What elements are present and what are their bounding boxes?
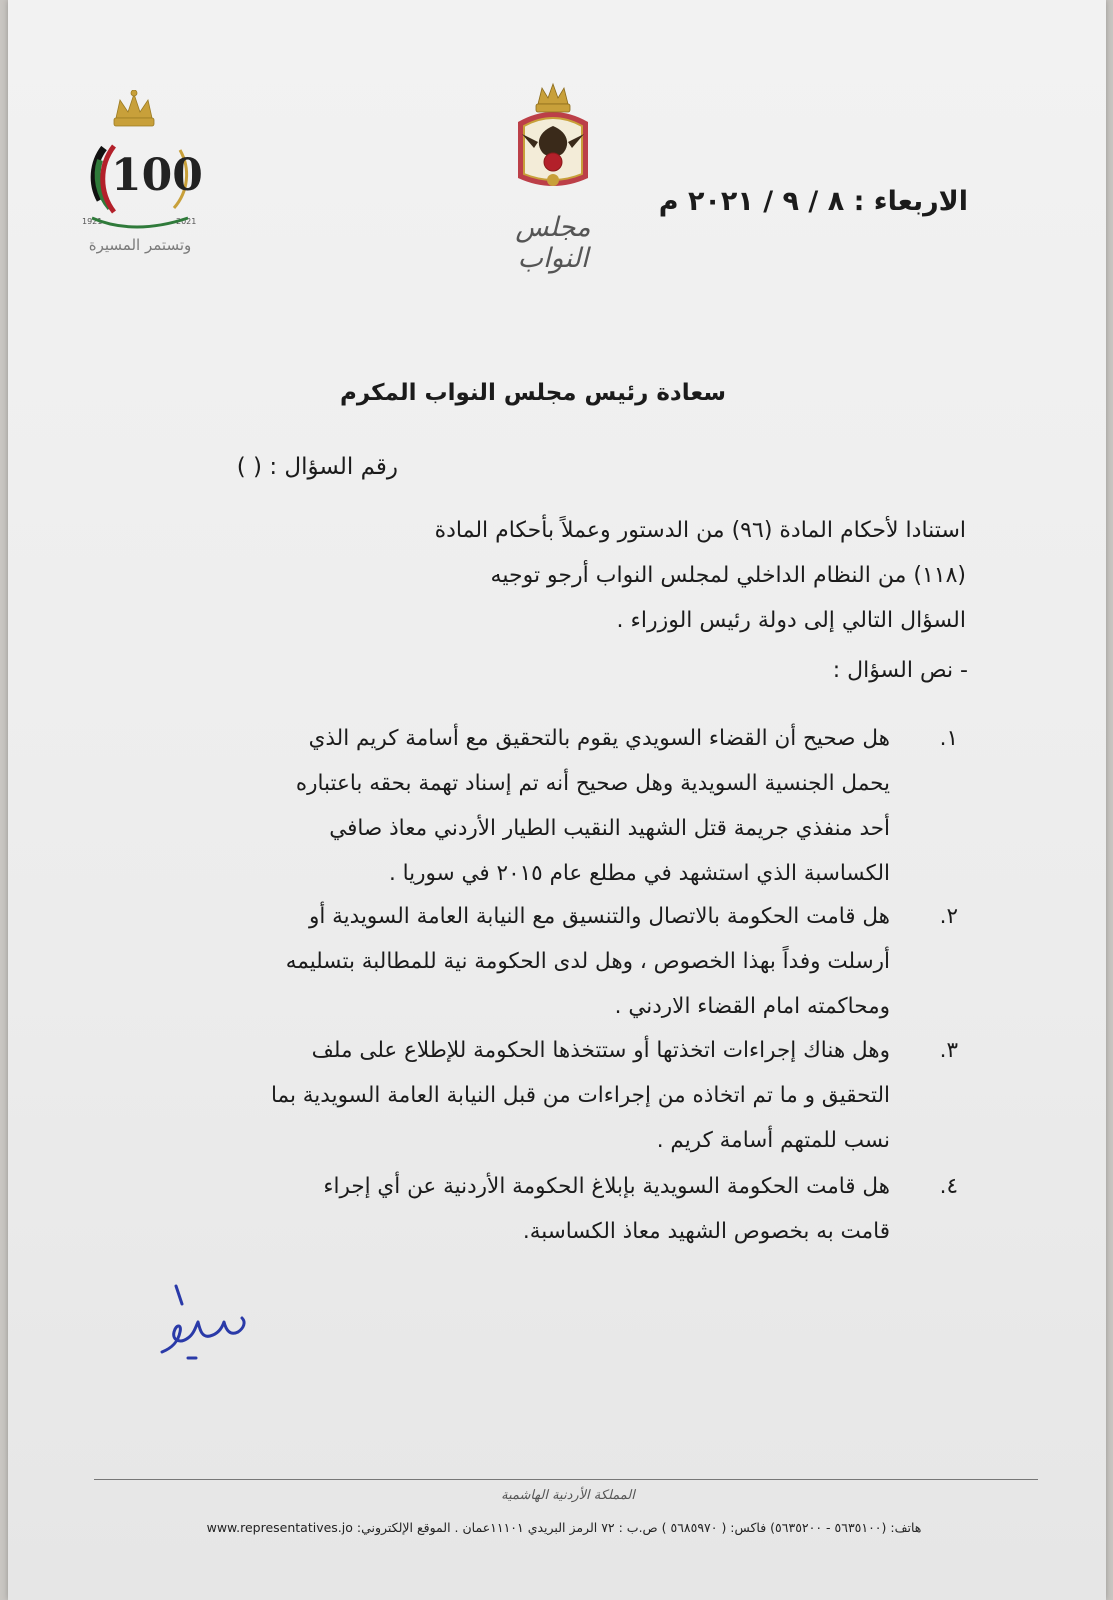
footer-divider: [94, 1479, 1038, 1480]
question-item: [158, 1028, 958, 1163]
question-number-label: رقم السؤال : ( ): [236, 454, 398, 480]
intro-line: استنادا لأحكام المادة (٩٦) من الدستور وعملاً بأحكام المادة: [434, 518, 966, 543]
centennial-year-start: 1921: [82, 217, 103, 226]
question-line: التحقيق و ما تم اتخاذه من إجراءات من قبل النيابة العامة السويدية بما: [270, 1083, 890, 1108]
centennial-number: 100: [111, 150, 203, 201]
parliament-logo-text: مجلس النواب: [515, 212, 591, 274]
question-line: وهل هناك إجراءات اتخذتها أو ستتخذها الحكومة للإطلاع على ملف: [311, 1038, 890, 1063]
footer-kingdom-logo: المملكة الأردنية الهاشمية: [501, 1488, 635, 1503]
question-item: [158, 894, 958, 1029]
question-line: هل قامت الحكومة السويدية بإبلاغ الحكومة الأردنية عن أي إجراء: [323, 1174, 890, 1199]
question-line: أرسلت وفداً بهذا الخصوص ، وهل لدى الحكومة نية للمطالبة بتسليمه: [285, 949, 890, 974]
letter-date: الاربعاء : ٨ / ٩ / ٢٠٢١ م: [658, 186, 968, 217]
centennial-emblem-icon: [70, 90, 210, 240]
question-line: الكساسبة الذي استشهد في مطلع عام ٢٠١٥ في سوريا .: [388, 861, 890, 886]
question-line: ومحاكمته امام القضاء الاردني .: [614, 994, 890, 1019]
centennial-logo: [70, 90, 210, 260]
question-number: ٣.: [939, 1038, 958, 1063]
question-number: ٢.: [939, 904, 958, 929]
question-line: قامت به بخصوص الشهيد معاذ الكساسبة.: [522, 1219, 890, 1244]
coat-of-arms-icon: [508, 82, 598, 194]
question-line: هل صحيح أن القضاء السويدي يقوم بالتحقيق مع أسامة كريم الذي: [308, 726, 890, 751]
question-heading: - نص السؤال :: [832, 658, 968, 683]
question-item: [158, 716, 958, 896]
intro-paragraph: [156, 508, 966, 643]
question-line: نسب للمتهم أسامة كريم .: [656, 1128, 890, 1153]
question-line: يحمل الجنسية السويدية وهل صحيح أنه تم إسناد تهمة بحقه باعتباره: [295, 771, 890, 796]
question-item: [158, 1164, 958, 1254]
question-line: أحد منفذي جريمة قتل الشهيد النقيب الطيار الأردني معاذ صافي: [329, 816, 890, 841]
letter-addressee: سعادة رئيس مجلس النواب المكرم: [340, 380, 726, 406]
question-number: ٤.: [939, 1174, 958, 1199]
signature: [158, 1282, 258, 1372]
centennial-year-end: 2021: [176, 217, 197, 226]
centennial-motto: وتستمر المسيرة: [88, 236, 192, 254]
question-line: هل قامت الحكومة بالاتصال والتنسيق مع النيابة العامة السويدية أو: [308, 904, 890, 929]
document-page: [8, 0, 1106, 1600]
intro-line: (١١٨) من النظام الداخلي لمجلس النواب أرجو توجيه: [490, 563, 966, 588]
footer-contact: هاتف: (٥٦٣٥١٠٠ - ٥٦٣٥٢٠٠) فاكس: ( ٥٦٨٥٩٧٠ ) ص.ب : ٧٢ الرمز البريدي ١١١٠١عمان . الموقع الإلكتروني: www.representatives.jo: [206, 1520, 922, 1535]
question-number: ١.: [939, 726, 958, 751]
intro-line: السؤال التالي إلى دولة رئيس الوزراء .: [616, 608, 966, 633]
